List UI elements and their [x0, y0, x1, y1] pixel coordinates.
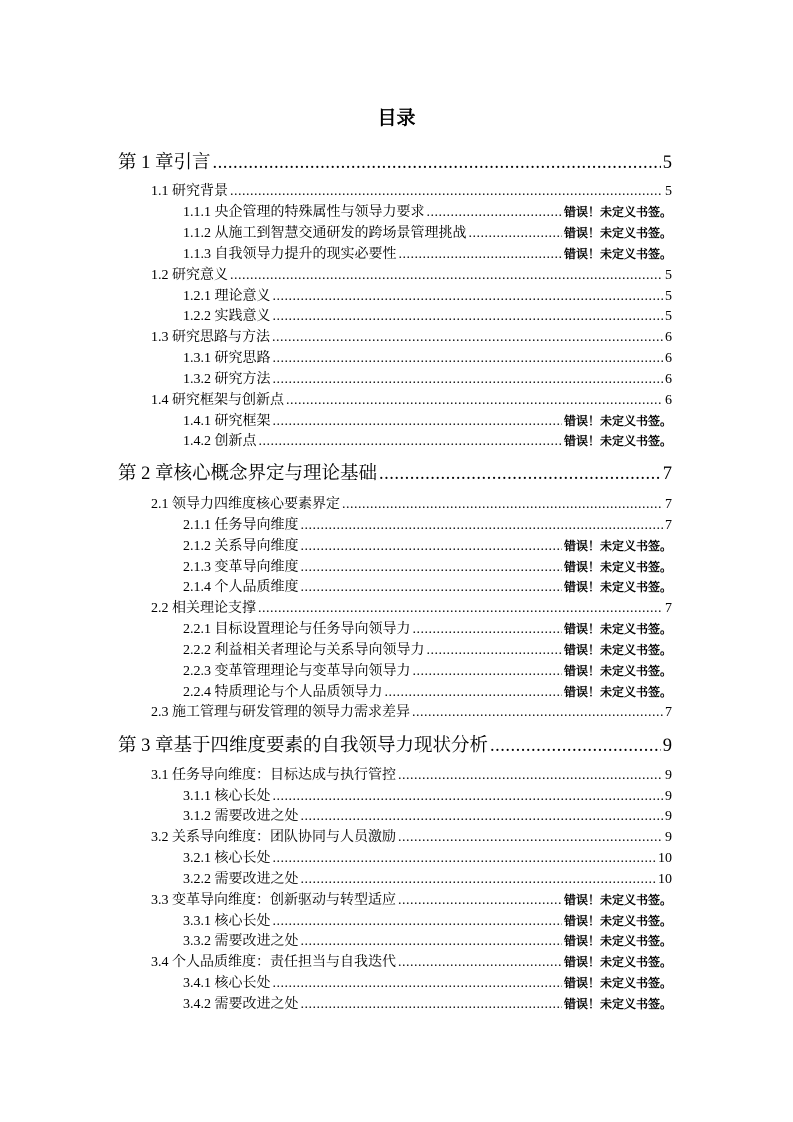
- dot-leader: [342, 497, 663, 513]
- dot-leader: [301, 872, 657, 888]
- dot-leader: [379, 464, 661, 485]
- dot-leader: [258, 601, 663, 617]
- toc-entry-label[interactable]: 3.4.1 核心长处: [183, 976, 271, 991]
- dot-leader: [273, 289, 664, 305]
- page-number: 5: [665, 184, 672, 199]
- toc-entry-label[interactable]: 3.1.1 核心长处: [183, 789, 271, 804]
- toc-entry-label[interactable]: 2.2 相关理论支撑: [151, 601, 256, 616]
- bookmark-error: 错误！未定义书签。: [563, 976, 672, 990]
- dot-leader: [398, 830, 663, 846]
- toc-entry-level-3[interactable]: [183, 639, 672, 659]
- toc-entry-label[interactable]: 3.3.1 核心长处: [183, 914, 271, 929]
- dot-leader: [301, 809, 664, 825]
- dot-leader: [273, 789, 664, 805]
- bookmark-error: 错误！未定义书签。: [563, 914, 672, 928]
- toc-entry-level-3[interactable]: [183, 410, 672, 430]
- toc-entry-label[interactable]: 3.2.1 核心长处: [183, 851, 271, 866]
- toc-entry-label[interactable]: 2.2.2 利益相关者理论与关系导向领导力: [183, 643, 425, 658]
- bookmark-error: 错误！未定义书签。: [563, 685, 672, 699]
- toc-entry-level-3[interactable]: [183, 805, 672, 825]
- toc-entry-label[interactable]: 3.2.2 需要改进之处: [183, 872, 299, 887]
- toc-entry-label[interactable]: 第 3 章基于四维度要素的自我领导力现状分析: [118, 736, 489, 756]
- page-number: 6: [665, 372, 672, 387]
- bookmark-error: 错误！未定义书签。: [563, 247, 672, 261]
- toc-entry-level-3[interactable]: [183, 430, 672, 450]
- page-number: 9: [665, 830, 672, 845]
- toc-entry-level-3[interactable]: [183, 681, 672, 701]
- toc-entry-label[interactable]: 1.1.1 央企管理的特殊属性与领导力要求: [183, 205, 425, 220]
- toc-entry-level-3[interactable]: [183, 222, 672, 242]
- toc-entry-label[interactable]: 1.3 研究思路与方法: [151, 330, 270, 345]
- page-number: 9: [665, 809, 672, 824]
- toc-entry-level-3[interactable]: [183, 243, 672, 263]
- page-number: 9: [665, 789, 672, 804]
- toc-entry-level-3[interactable]: [183, 847, 672, 867]
- dot-leader: [301, 580, 562, 596]
- toc-entry-level-3[interactable]: [183, 285, 672, 305]
- dot-leader: [398, 955, 562, 971]
- toc-entry-label[interactable]: 2.1.2 关系导向维度: [183, 539, 299, 554]
- toc-entry-level-3[interactable]: [183, 618, 672, 638]
- dot-leader: [286, 393, 663, 409]
- toc-entry-level-2[interactable]: [151, 701, 672, 721]
- bookmark-error: 错误！未定义书签。: [563, 580, 672, 594]
- toc-entry-label[interactable]: 1.2.1 理论意义: [183, 289, 271, 304]
- toc-entry-level-2[interactable]: [151, 326, 672, 346]
- bookmark-error: 错误！未定义书签。: [563, 893, 672, 907]
- toc-entry-level-2[interactable]: [151, 826, 672, 846]
- dot-leader: [490, 736, 661, 757]
- toc-entry-level-3[interactable]: [183, 556, 672, 576]
- toc-entry-level-1[interactable]: [118, 148, 672, 174]
- dot-leader: [273, 309, 664, 325]
- bookmark-error: 错误！未定义书签。: [563, 539, 672, 553]
- toc-entry-label[interactable]: 3.3.2 需要改进之处: [183, 934, 299, 949]
- toc-entry-level-3[interactable]: [183, 785, 672, 805]
- page-number: 5: [665, 309, 672, 324]
- toc-entry-level-3[interactable]: [183, 930, 672, 950]
- toc-entry-level-1[interactable]: [118, 731, 672, 757]
- dot-leader: [272, 330, 663, 346]
- dot-leader: [385, 685, 562, 701]
- toc-entry-label[interactable]: 1.1.2 从施工到智慧交通研发的跨场景管理挑战: [183, 226, 467, 241]
- dot-leader: [259, 434, 562, 450]
- page-number: 6: [665, 393, 672, 408]
- toc-entry-label[interactable]: 1.3.2 研究方法: [183, 372, 271, 387]
- dot-leader: [412, 705, 663, 721]
- toc-entry-label[interactable]: 2.2.4 特质理论与个人品质领导力: [183, 685, 383, 700]
- bookmark-error: 错误！未定义书签。: [563, 226, 672, 240]
- dot-leader: [301, 560, 562, 576]
- toc-entry-level-3[interactable]: [183, 347, 672, 367]
- dot-leader: [273, 914, 562, 930]
- toc-entry-label[interactable]: 2.1.3 变革导向维度: [183, 560, 299, 575]
- dot-leader: [273, 976, 562, 992]
- toc-entry-level-3[interactable]: [183, 660, 672, 680]
- toc-entry-level-3[interactable]: [183, 868, 672, 888]
- bookmark-error: 错误！未定义书签。: [563, 934, 672, 948]
- toc-entry-label[interactable]: 1.1.3 自我领导力提升的现实必要性: [183, 247, 397, 262]
- toc-entry-label[interactable]: 3.4.2 需要改进之处: [183, 997, 299, 1012]
- page-number: 5: [662, 153, 672, 173]
- dot-leader: [213, 153, 661, 174]
- page-number: 6: [665, 351, 672, 366]
- dot-leader: [273, 372, 664, 388]
- toc-entry-level-3[interactable]: [183, 993, 672, 1013]
- toc-entry-label[interactable]: 3.3 变革导向维度：创新驱动与转型适应: [151, 893, 396, 908]
- page-number: 7: [665, 497, 672, 512]
- dot-leader: [273, 851, 657, 867]
- dot-leader: [427, 643, 562, 659]
- page-number: 6: [665, 330, 672, 345]
- toc-entry-level-3[interactable]: [183, 972, 672, 992]
- dot-leader: [301, 539, 562, 555]
- toc-entry-label[interactable]: 1.2 研究意义: [151, 268, 228, 283]
- bookmark-error: 错误！未定义书签。: [563, 997, 672, 1011]
- toc-entry-label[interactable]: 2.2.3 变革管理理论与变革导向领导力: [183, 664, 411, 679]
- toc-entry-level-3[interactable]: [183, 305, 672, 325]
- bookmark-error: 错误！未定义书签。: [563, 205, 672, 219]
- toc-entry-level-3[interactable]: [183, 201, 672, 221]
- toc-title: 目录: [377, 107, 416, 129]
- dot-leader: [230, 268, 663, 284]
- dot-leader: [427, 205, 562, 221]
- toc-entry-level-2[interactable]: [151, 264, 672, 284]
- toc-entry-label[interactable]: 2.1.1 任务导向维度: [183, 518, 299, 533]
- bookmark-error: 错误！未定义书签。: [563, 643, 672, 657]
- bookmark-error: 错误！未定义书签。: [563, 434, 672, 448]
- dot-leader: [301, 934, 562, 950]
- bookmark-error: 错误！未定义书签。: [563, 955, 672, 969]
- toc-entry-level-2[interactable]: [151, 764, 672, 784]
- dot-leader: [273, 351, 664, 367]
- toc-entry-label[interactable]: 1.3.1 研究思路: [183, 351, 271, 366]
- toc-entry-level-2[interactable]: [151, 951, 672, 971]
- page-number: 9: [662, 736, 672, 756]
- bookmark-error: 错误！未定义书签。: [563, 414, 672, 428]
- toc-entry-level-3[interactable]: [183, 514, 672, 534]
- toc-entry-label[interactable]: 1.4 研究框架与创新点: [151, 393, 284, 408]
- toc-entry-level-2[interactable]: [151, 389, 672, 409]
- toc-entry-level-3[interactable]: [183, 576, 672, 596]
- page-number: 7: [665, 705, 672, 720]
- page-number: 5: [665, 268, 672, 283]
- page-number: 7: [665, 518, 672, 533]
- page-number: 10: [658, 872, 672, 887]
- dot-leader: [413, 664, 562, 680]
- dot-leader: [301, 997, 562, 1013]
- page-number: 7: [665, 601, 672, 616]
- toc-entry-label[interactable]: 2.2.1 目标设置理论与任务导向领导力: [183, 622, 411, 637]
- toc-entry-label[interactable]: 3.2 关系导向维度：团队协同与人员激励: [151, 830, 396, 845]
- dot-leader: [301, 518, 664, 534]
- toc-entry-label[interactable]: 3.1.2 需要改进之处: [183, 809, 299, 824]
- page-number: 10: [658, 851, 672, 866]
- toc-entry-label[interactable]: 2.1 领导力四维度核心要素界定: [151, 497, 340, 512]
- dot-leader: [398, 768, 663, 784]
- toc-entry-label[interactable]: 1.1 研究背景: [151, 184, 228, 199]
- page-number: 9: [665, 768, 672, 783]
- toc-entry-level-3[interactable]: [183, 368, 672, 388]
- toc-entry-level-2[interactable]: [151, 597, 672, 617]
- page-number: 7: [662, 464, 672, 484]
- toc-entry-label[interactable]: 第 1 章引言: [118, 153, 211, 173]
- toc-entry-label[interactable]: 2.3 施工管理与研发管理的领导力需求差异: [151, 705, 410, 720]
- toc-entry-label[interactable]: 2.1.4 个人品质维度: [183, 580, 299, 595]
- toc-entry-label[interactable]: 3.1 任务导向维度：目标达成与执行管控: [151, 768, 396, 783]
- toc-entry-label[interactable]: 3.4 个人品质维度：责任担当与自我迭代: [151, 955, 396, 970]
- dot-leader: [469, 226, 562, 242]
- bookmark-error: 错误！未定义书签。: [563, 622, 672, 636]
- page-number: 5: [665, 289, 672, 304]
- dot-leader: [413, 622, 562, 638]
- toc-entry-label[interactable]: 1.4.1 研究框架: [183, 414, 271, 429]
- dot-leader: [398, 893, 562, 909]
- bookmark-error: 错误！未定义书签。: [563, 664, 672, 678]
- dot-leader: [399, 247, 562, 263]
- toc-entry-level-3[interactable]: [183, 910, 672, 930]
- toc-entry-level-2[interactable]: [151, 493, 672, 513]
- toc-entry-level-2[interactable]: [151, 889, 672, 909]
- dot-leader: [230, 184, 663, 200]
- toc-entry-label[interactable]: 1.2.2 实践意义: [183, 309, 271, 324]
- toc-entry-label[interactable]: 第 2 章核心概念界定与理论基础: [118, 464, 378, 484]
- bookmark-error: 错误！未定义书签。: [563, 560, 672, 574]
- toc-entry-level-2[interactable]: [151, 180, 672, 200]
- dot-leader: [273, 414, 562, 430]
- toc-entry-level-1[interactable]: [118, 459, 672, 485]
- toc-entry-label[interactable]: 1.4.2 创新点: [183, 434, 257, 449]
- toc-entry-level-3[interactable]: [183, 535, 672, 555]
